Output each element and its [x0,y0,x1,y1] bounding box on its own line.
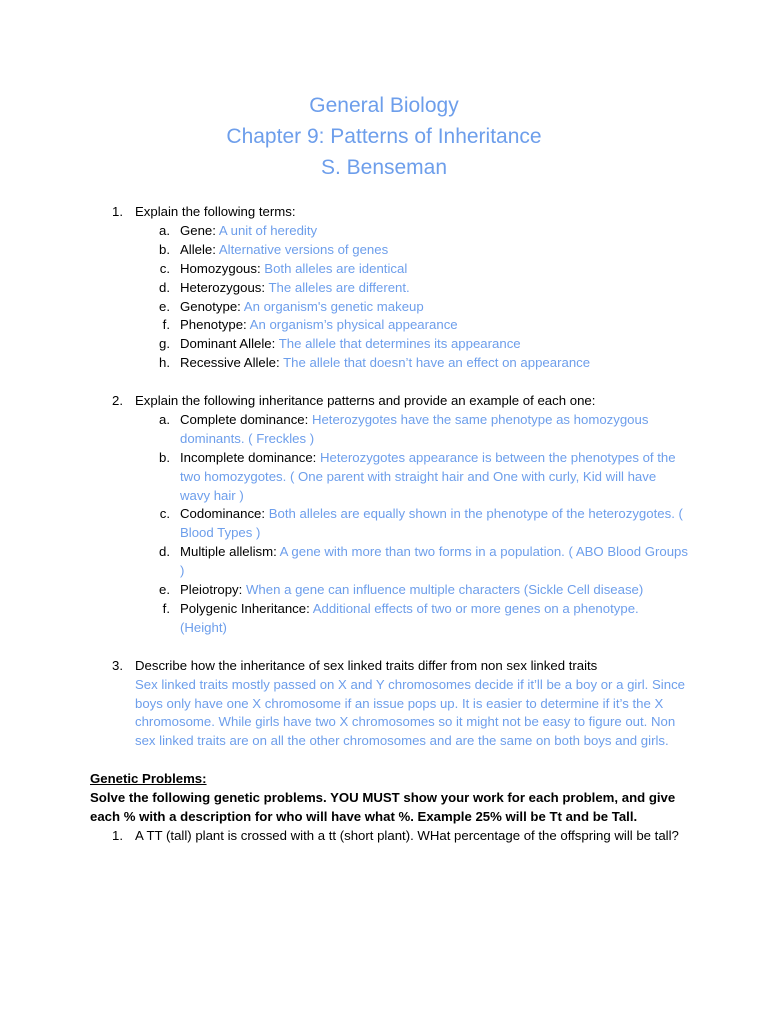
item-letter: f. [162,317,170,333]
list-item [135,298,688,317]
question-number: 1. [112,204,123,219]
item-letter: a. [159,411,170,427]
genetic-problems-heading: Genetic Problems: [90,771,207,787]
item-answer: The allele that determines its appearance [278,336,521,352]
list-item [135,241,688,260]
item-letter: d. [159,279,170,295]
list-item [135,335,688,354]
item-term: Heterozygous: [180,279,269,295]
genetic-problems-instructions: Solve the following genetic problems. YOU MUST show your work for each problem, and give each % with a description for who will have what %. Example 25% will be Tt and be Tall. [90,790,676,824]
item-term: Multiple allelism: [180,544,280,560]
author-name: S. Benseman [320,156,448,179]
item-letter: g. [159,336,170,352]
question-number: 2. [112,393,123,409]
item-term: Homozygous: [180,260,265,276]
item-answer: When a gene can influence multiple characters (Sickle Cell disease) [245,582,644,598]
item-term: Pleiotropy: [180,582,246,598]
item-answer: The alleles are different. [268,279,410,295]
question-3 [90,657,688,752]
item-term: Genotype: [180,298,244,314]
item-answer: An organism’s physical appearance [249,317,458,333]
item-term: Polygenic Inheritance: [180,601,313,617]
list-item [135,354,688,373]
term-list [135,222,688,373]
list-item [135,581,688,600]
question-prompt: Explain the following inheritance patterns and provide an example of each one: [135,393,596,409]
pattern-list [135,411,688,638]
item-answer: Heterozygotes have the same phenotype as homozygous dominants. ( Freckles ) [180,411,649,446]
item-answer: An organism's genetic makeup [243,298,424,314]
item-letter: h. [159,355,170,371]
item-term: Allele: [180,241,219,257]
item-letter: b. [159,241,170,257]
question-number: 3. [112,657,123,673]
question-prompt: Describe how the inheritance of sex linked traits differ from non sex linked traits [135,657,598,673]
item-answer: Additional effects of two or more genes on a phenotype. (Height) [180,601,639,635]
course-title: General Biology [309,94,459,117]
item-term: Codominance: [180,506,269,522]
item-answer: Both alleles are identical [264,260,408,276]
item-letter: c. [159,506,170,522]
document-body [90,203,688,846]
list-item [135,505,688,543]
list-item [135,260,688,279]
question-1 [90,203,688,373]
item-term: Dominant Allele: [180,336,279,352]
document-title [0,90,768,183]
item-letter: c. [159,260,170,276]
item-term: Incomplete dominance: [180,449,321,465]
list-item [135,411,688,449]
chapter-title: Chapter 9: Patterns of Inheritance [226,125,542,148]
list-item [135,600,688,638]
item-letter: a. [159,222,170,238]
item-term: Complete dominance: [180,411,312,427]
item-answer: A gene with more than two forms in a population. ( ABO Blood Groups ) [180,544,688,579]
problem-number: 1. [112,827,123,843]
problem-text: A TT (tall) plant is crossed with a tt (short plant). WHat percentage of the offspring will be tall? [135,827,679,843]
item-term: Phenotype: [180,317,250,333]
item-answer: The allele that doesn’t have an effect on appearance [283,355,591,371]
item-term: Recessive Allele: [180,355,284,371]
item-letter: e. [159,298,170,314]
item-answer: A unit of heredity [218,222,318,238]
list-item [135,449,688,506]
item-answer: Alternative versions of genes [218,241,389,257]
list-item [135,222,688,241]
item-letter: b. [159,449,170,465]
item-letter: d. [159,544,170,560]
genetic-problem-1 [90,827,688,846]
item-answer: Both alleles are equally shown in the phenotype of the heterozygotes. ( Blood Types ) [180,506,683,541]
item-letter: f. [162,601,170,617]
question-prompt: Explain the following terms: [135,204,296,219]
item-letter: e. [159,582,170,598]
question-answer: Sex linked traits mostly passed on X and Y chromosomes decide if it’ll be a boy or a girl. Since boys only have one X chromosome if an issue pops up. It is easier to determine if it’s the X chromosome. While girls have two X chromosomes so it might not be easy to figure out. Non sex linked traits are on all the other chromosomes and are the same on both boys and girls. [135,676,685,749]
list-item [135,279,688,298]
list-item [135,543,688,581]
item-term: Gene: [180,222,219,238]
question-2 [90,392,688,638]
list-item [135,316,688,335]
item-answer: Heterozygotes appearance is between the phenotypes of the two homozygotes. ( One parent with straight hair and One with curly, Kid will have wavy hair ) [180,449,676,503]
